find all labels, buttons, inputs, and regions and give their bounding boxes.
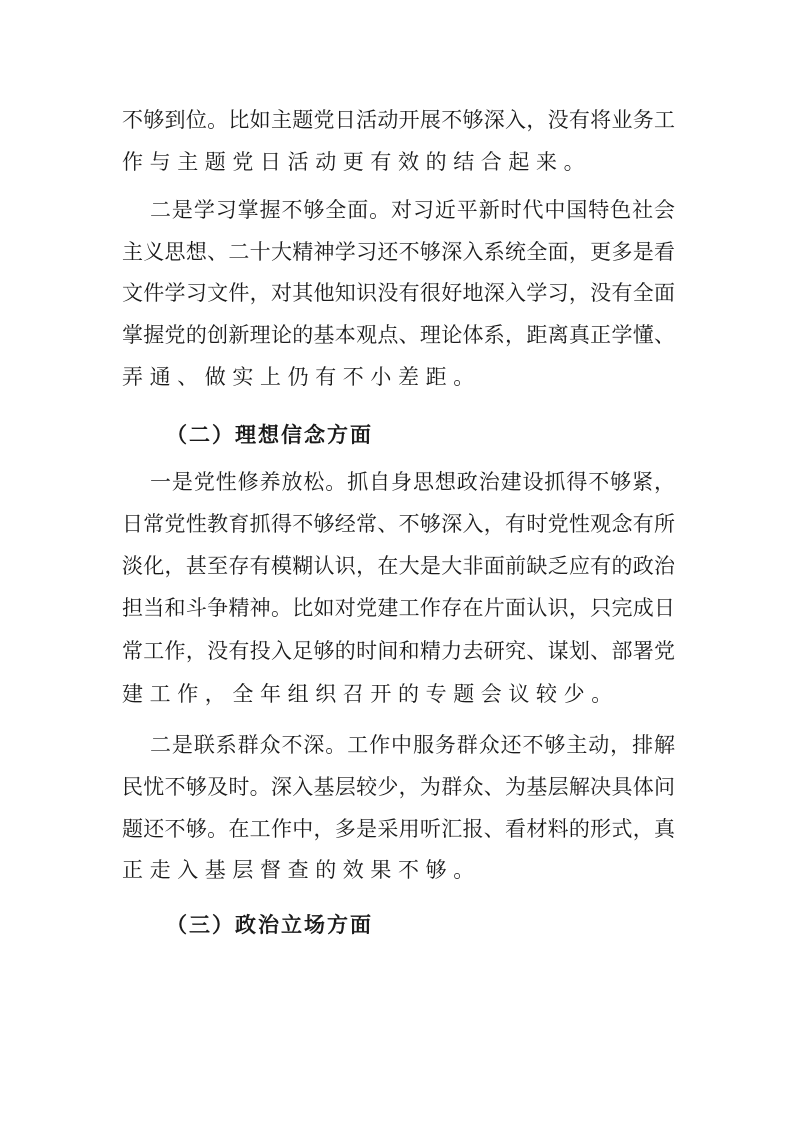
section-heading: （三）政治立场方面 xyxy=(166,912,373,937)
text-line: 担当和斗争精神。比如对党建工作存在片面认识，只完成日 xyxy=(122,596,675,620)
text-line: 民忧不够及时。深入基层较少，为群众、为基层解决具体问 xyxy=(122,775,675,799)
text-line: 题还不够。在工作中，多是采用听汇报、看材料的形式，真 xyxy=(122,817,675,841)
text-line: 作与主题党日活动更有效的结合起来。 xyxy=(122,150,592,174)
text-line: 淡化，甚至存有模糊认识，在大是大非面前缺乏应有的政治 xyxy=(122,554,675,578)
text-line: 常工作，没有投入足够的时间和精力去研究、谋划、部署党 xyxy=(122,639,675,663)
text-line: 一是党性修养放松。抓自身思想政治建设抓得不够紧， xyxy=(150,470,675,494)
text-line: 文件学习文件，对其他知识没有很好地深入学习，没有全面 xyxy=(122,281,675,305)
text-line: 日常党性教育抓得不够经常、不够深入，有时党性观念有所 xyxy=(122,512,675,536)
text-line: 掌握党的创新理论的基本观点、理论体系，距离真正学懂、 xyxy=(122,323,675,347)
text-line: 主义思想、二十大精神学习还不够深入系统全面，更多是看 xyxy=(122,240,675,264)
text-line: 正走入基层督查的效果不够。 xyxy=(122,858,481,882)
section-heading: （二）理想信念方面 xyxy=(166,422,373,447)
text-line: 二是联系群众不深。工作中服务群众还不够主动，排解 xyxy=(150,733,675,757)
text-line: 建工作，全年组织召开的专题会议较少。 xyxy=(122,682,619,706)
text-line: 不够到位。比如主题党日活动开展不够深入，没有将业务工 xyxy=(122,108,675,132)
text-line: 弄通、做实上仍有不小差距。 xyxy=(122,365,481,389)
text-line: 二是学习掌握不够全面。对习近平新时代中国特色社会 xyxy=(150,198,675,222)
